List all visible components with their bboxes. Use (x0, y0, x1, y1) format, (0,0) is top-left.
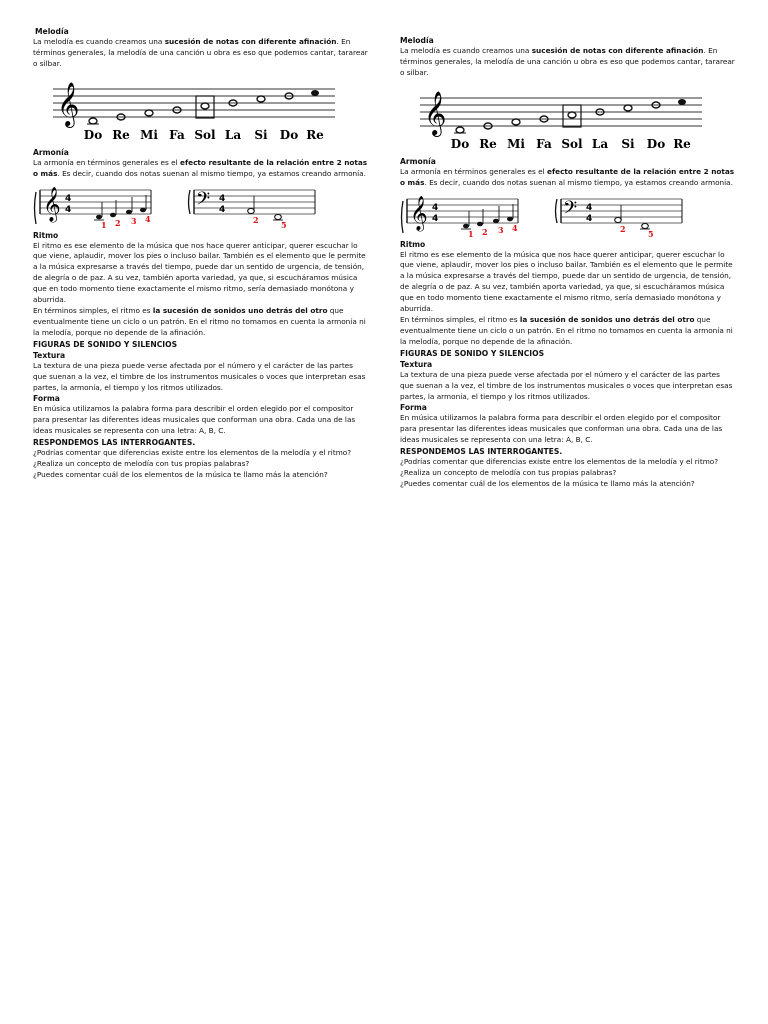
note-label: La (224, 127, 242, 142)
treble-clef-icon: 𝄞 (43, 186, 61, 222)
note-label: Re (479, 136, 497, 151)
svg-text:4: 4 (219, 193, 226, 204)
note-label: Sol (561, 136, 583, 151)
question-item: ¿Podrías comentar que diferencias existe entre los elementos de la melodía y el ritmo? (400, 457, 719, 467)
note-label: Do (450, 136, 470, 151)
bass-clef-icon: 𝄢 (196, 188, 211, 214)
document-copy-right (400, 35, 736, 490)
forma-paragraph: En música utilizamos la palabra forma para describir el orden elegido por el compositor para presentar las diferentes ideas musicales que conforman una obra. Cada una de las ideas musicales se representa con una letra: A, B, C. (33, 404, 356, 436)
ritmo-paragraph-1: El ritmo es ese elemento de la música que nos hace querer anticipar, querer escuchar lo que viene, aplaudir, mover los pies o incluso bailar. También es el elemento que le permite a la música expresarse a través del tiempo, puede dar un sentido de urgencia, de tensión, de alegría o de paz. A su vez, también aporta variedad, ya que, si escucháramos música que en todo momento tiene exactamente el mismo ritmo, sería demasiado monótona y aburrida. (33, 240, 366, 305)
note-number: 4 (512, 222, 518, 233)
note-label: Si (621, 136, 635, 151)
armonia-paragraph: La armonía en términos generales es el efecto resultante de la relación entre 2 notas o más. Es decir, cuando dos notas suenan al mismo tiempo, ya estamos creando armonía. (33, 157, 368, 178)
melodia-heading: Melodía (35, 27, 69, 36)
melodia-heading: Melodía (400, 36, 434, 45)
ritmo-paragraph-2: En términos simples, el ritmo es la sucesión de sonidos uno detrás del otro que eventualmente tiene un ciclo o un patrón. En el ritmo no tomamos en cuenta la armonía ni la melodía, porque no depende de la afinación. (400, 314, 733, 346)
figuras-heading: FIGURAS DE SONIDO Y SILENCIOS (400, 348, 545, 358)
textura-heading: Textura (33, 350, 66, 360)
question-item: ¿Realiza un concepto de melodía con tus propias palabras? (400, 468, 617, 478)
note-label: Fa (169, 127, 185, 142)
question-item: ¿Realiza un concepto de melodía con tus propias palabras? (33, 459, 250, 469)
armonia-heading: Armonía (400, 156, 436, 166)
harmony-staves (400, 191, 700, 239)
svg-text:4: 4 (432, 202, 439, 213)
note-number: 5 (281, 219, 287, 230)
treble-clef-icon: 𝄞 (57, 81, 80, 126)
note-number: 2 (620, 223, 626, 234)
textura-heading: Textura (400, 359, 433, 369)
note-label: La (591, 136, 609, 151)
harmony-staves (33, 182, 333, 230)
treble-clef-icon: 𝄞 (424, 90, 447, 135)
forma-heading: Forma (33, 394, 60, 404)
note-number: 2 (482, 226, 488, 237)
note-label: Do (279, 127, 299, 142)
note-number: 1 (468, 228, 474, 239)
ritmo-paragraph-2: En términos simples, el ritmo es la sucesión de sonidos uno detrás del otro que eventualmente tiene un ciclo o un patrón. En el ritmo no tomamos en cuenta la armonía ni la melodía, porque no depende de la afinación. (33, 305, 366, 337)
scale-figure (420, 80, 702, 155)
armonia-paragraph: La armonía en términos generales es el efecto resultante de la relación entre 2 notas o más. Es decir, cuando dos notas suenan al mismo tiempo, ya estamos creando armonía. (400, 166, 735, 187)
note-number: 1 (101, 219, 107, 230)
treble-staff (402, 196, 519, 239)
note-number: 5 (648, 228, 654, 239)
bass-staff (556, 198, 683, 239)
svg-text:4: 4 (219, 204, 226, 215)
note-label: Mi (140, 127, 158, 142)
question-item: ¿Podrías comentar que diferencias existe entre los elementos de la melodía y el ritmo? (33, 448, 352, 458)
bass-clef-icon: 𝄢 (563, 197, 578, 223)
note-number: 3 (498, 224, 504, 235)
note-label: Mi (507, 136, 525, 151)
question-item: ¿Puedes comentar cuál de los elementos de la música te llamo más la atención? (33, 469, 328, 479)
ritmo-heading: Ritmo (400, 239, 426, 249)
melodia-paragraph: La melodía es cuando creamos una sucesión de notas con diferente afinación. En términos generales, la melodía de una canción u obra es eso que podemos cantar, tararear o silbar. (400, 46, 735, 77)
note-label: Si (254, 127, 268, 142)
treble-clef-icon: 𝄞 (410, 195, 428, 231)
svg-text:4: 4 (65, 193, 72, 204)
respondemos-heading: RESPONDEMOS LAS INTERROGANTES. (400, 447, 563, 457)
bass-staff (189, 189, 316, 230)
textura-paragraph: La textura de una pieza puede verse afectada por el número y el carácter de las partes que suenan a la vez, el timbre de los instrumentos musicales o voces que interpretan esas partes, la armonía, el tiempo y los ritmos utilizados. (400, 369, 733, 401)
melodia-paragraph: La melodía es cuando creamos una sucesión de notas con diferente afinación. En términos generales, la melodía de una canción u obra es eso que podemos cantar, tararear o silbar. (33, 37, 368, 68)
question-item: ¿Puedes comentar cuál de los elementos de la música te llamo más la atención? (400, 478, 695, 488)
treble-staff (35, 187, 152, 230)
note-label: Re (112, 127, 130, 142)
note-label: Re (306, 127, 324, 142)
melodia-bold: sucesión de notas con diferente afinación (164, 37, 337, 46)
svg-text:4: 4 (586, 213, 593, 224)
svg-text:4: 4 (432, 213, 439, 224)
ritmo-paragraph-1: El ritmo es ese elemento de la música que nos hace querer anticipar, querer escuchar lo que viene, aplaudir, mover los pies o incluso bailar. También es el elemento que le permite a la música expresarse a través del tiempo, puede dar un sentido de urgencia, de tensión, de alegría o de paz. A su vez, también aporta variedad, ya que, si escucháramos música que en todo momento tiene exactamente el mismo ritmo, sería demasiado monótona y aburrida. (400, 249, 733, 314)
scale-figure (53, 71, 335, 146)
respondemos-heading: RESPONDEMOS LAS INTERROGANTES. (33, 438, 196, 448)
note-label: Re (673, 136, 691, 151)
note-label: Do (83, 127, 103, 142)
note-label: Do (646, 136, 666, 151)
note-number: 3 (131, 215, 137, 226)
figuras-heading: FIGURAS DE SONIDO Y SILENCIOS (33, 339, 178, 349)
textura-paragraph: La textura de una pieza puede verse afectada por el número y el carácter de las partes que suenan a la vez, el timbre de los instrumentos musicales o voces que interpretan esas partes, la armonía, el tiempo y los ritmos utilizados. (33, 360, 366, 392)
note-number: 2 (253, 214, 259, 225)
forma-heading: Forma (400, 403, 427, 413)
armonia-heading: Armonía (33, 147, 69, 157)
note-label: Sol (194, 127, 216, 142)
svg-text:4: 4 (586, 202, 593, 213)
note-number: 4 (145, 213, 151, 224)
ritmo-heading: Ritmo (33, 230, 59, 240)
document-copy-left (33, 26, 369, 481)
forma-paragraph: En música utilizamos la palabra forma para describir el orden elegido por el compositor para presentar las diferentes ideas musicales que conforman una obra. Cada una de las ideas musicales se representa con una letra: A, B, C. (400, 413, 723, 445)
note-number: 2 (115, 217, 121, 228)
svg-text:4: 4 (65, 204, 72, 215)
note-label: Fa (536, 136, 552, 151)
